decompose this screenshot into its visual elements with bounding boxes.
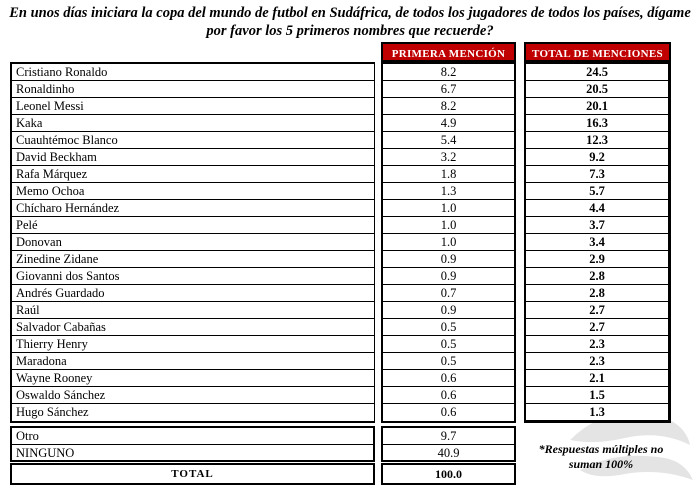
primera-mencion-cell: 8.2 (383, 64, 514, 81)
player-name-cell: Zinedine Zidane (12, 251, 374, 268)
multiple-responses-note: *Respuestas múltiples no suman 100% (538, 442, 664, 471)
header-total-label: TOTAL DE MENCIONES (532, 48, 663, 60)
total-menciones-cell: 4.4 (526, 200, 668, 217)
primera-mencion-cell: 0.9 (383, 251, 514, 268)
total-menciones-cell: 2.8 (526, 268, 668, 285)
player-name-cell: David Beckham (12, 149, 374, 166)
total-menciones-cell: 9.2 (526, 149, 668, 166)
primera-mencion-cell: 0.5 (383, 336, 514, 353)
primera-mencion-cell: 8.2 (383, 98, 514, 115)
total-menciones-cell: 20.5 (526, 81, 668, 98)
header-primera-label: PRIMERA MENCIÓN (391, 48, 506, 60)
survey-question-title: En unos días iniciara la copa del mundo de futbol en Sudáfrica, de todos los jugadores de todos los países, dígame por favor los 5 primeros nombres que recuerde? (9, 5, 691, 39)
total-menciones-cell: 3.7 (526, 217, 668, 234)
primera-mencion-cell: 0.5 (383, 353, 514, 370)
primera-mencion-cell: 1.0 (383, 234, 514, 251)
header-total-menciones (524, 42, 671, 62)
player-name-cell: Thierry Henry (12, 336, 374, 353)
player-name-cell: Cuauhtémoc Blanco (12, 132, 374, 149)
player-name-cell: Cristiano Ronaldo (12, 64, 374, 81)
total-menciones-cell: 2.3 (526, 353, 668, 370)
player-name-cell: Chícharo Hernández (12, 200, 374, 217)
total-menciones-cell: 7.3 (526, 166, 668, 183)
header-primera-mencion (381, 42, 516, 62)
player-name-cell: Ronaldinho (12, 81, 374, 98)
player-name-cell: Maradona (12, 353, 374, 370)
total-menciones-column (524, 62, 671, 423)
primera-mencion-cell: 0.7 (383, 285, 514, 302)
player-name-cell: Raúl (12, 302, 374, 319)
total-menciones-cell: 2.1 (526, 370, 668, 387)
other-name-cell: NINGUNO (16, 446, 75, 460)
player-name-cell: Donovan (12, 234, 374, 251)
total-label: TOTAL (10, 463, 375, 485)
primera-mencion-cell: 1.8 (383, 166, 514, 183)
other-primera-cell: 40.9 (437, 446, 460, 460)
player-name-cell: Rafa Márquez (12, 166, 374, 183)
primera-mencion-cell: 0.9 (383, 268, 514, 285)
player-name-cell: Giovanni dos Santos (12, 268, 374, 285)
other-primera-column (381, 426, 516, 462)
primera-mencion-cell: 0.5 (383, 319, 514, 336)
primera-mencion-column (381, 62, 516, 423)
primera-mencion-cell: 0.6 (440, 405, 457, 419)
primera-mencion-cell: 1.3 (383, 183, 514, 200)
player-name-cell: Leonel Messi (12, 98, 374, 115)
player-names-column (10, 62, 375, 423)
primera-mencion-cell: 0.9 (383, 302, 514, 319)
primera-mencion-cell: 1.0 (383, 217, 514, 234)
primera-mencion-cell: 0.6 (383, 387, 514, 404)
primera-mencion-cell: 3.2 (383, 149, 514, 166)
player-name-cell: Salvador Cabañas (12, 319, 374, 336)
total-menciones-cell: 1.3 (589, 405, 605, 419)
total-menciones-cell: 2.3 (526, 336, 668, 353)
total-menciones-cell: 16.3 (526, 115, 668, 132)
player-name-cell: Hugo Sánchez (16, 405, 89, 419)
player-name-cell: Andrés Guardado (12, 285, 374, 302)
primera-mencion-cell: 6.7 (383, 81, 514, 98)
primera-mencion-cell: 5.4 (383, 132, 514, 149)
total-menciones-cell: 2.7 (526, 319, 668, 336)
player-name-cell: Kaka (12, 115, 374, 132)
primera-mencion-cell: 1.0 (383, 200, 514, 217)
total-menciones-cell: 24.5 (526, 64, 668, 81)
total-menciones-cell: 2.8 (526, 285, 668, 302)
total-value: 100.0 (381, 463, 516, 485)
total-menciones-cell: 12.3 (526, 132, 668, 149)
total-menciones-cell: 3.4 (526, 234, 668, 251)
other-names-column (10, 426, 375, 462)
other-name-cell: Otro (12, 428, 373, 445)
primera-mencion-cell: 0.6 (383, 370, 514, 387)
player-name-cell: Wayne Rooney (12, 370, 374, 387)
player-name-cell: Oswaldo Sánchez (12, 387, 374, 404)
total-menciones-cell: 2.9 (526, 251, 668, 268)
total-menciones-cell: 5.7 (526, 183, 668, 200)
total-menciones-cell: 2.7 (526, 302, 668, 319)
player-name-cell: Pelé (12, 217, 374, 234)
player-name-cell: Memo Ochoa (12, 183, 374, 200)
primera-mencion-cell: 4.9 (383, 115, 514, 132)
total-menciones-cell: 20.1 (526, 98, 668, 115)
other-primera-cell: 9.7 (383, 428, 514, 445)
total-menciones-cell: 1.5 (526, 387, 668, 404)
